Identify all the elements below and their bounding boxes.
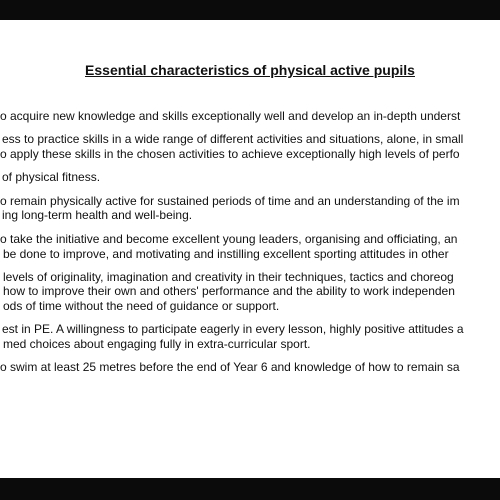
text-line: o acquire new knowledge and skills exceptionally well and develop an in-depth underst (0, 109, 461, 123)
text-line: ess to practice skills in a wide range of different activities and situations, alone, in small (2, 132, 464, 146)
text-line: be done to improve, and motivating and instilling excellent sporting attitudes in other (3, 247, 449, 261)
text-line: ing long-term health and well-being. (2, 208, 193, 222)
text-line: ods of time without the need of guidance or support. (3, 299, 280, 313)
top-black-border (0, 0, 500, 20)
text-line: o remain physically active for sustained periods of time and an understanding of the im (0, 194, 460, 208)
document-title: Essential characteristics of physical active pupils (85, 62, 415, 78)
text-line: o swim at least 25 metres before the end of Year 6 and knowledge of how to remain sa (0, 360, 460, 374)
text-line: o apply these skills in the chosen activities to achieve exceptionally high levels of perfo (0, 147, 460, 161)
text-line: med choices about engaging fully in extra-curricular sport. (3, 337, 311, 351)
text-line: how to improve their own and others' performance and the ability to work independen (3, 284, 455, 298)
document-page (0, 20, 500, 478)
bottom-black-border (0, 478, 500, 500)
characteristics-list (0, 20, 500, 478)
text-line: est in PE. A willingness to participate eagerly in every lesson, highly positive attitudes a (2, 322, 464, 336)
text-line: levels of originality, imagination and creativity in their techniques, tactics and choreog (3, 270, 454, 284)
text-line: o take the initiative and become excellent young leaders, organising and officiating, an (0, 232, 458, 246)
text-line: of physical fitness. (2, 170, 101, 184)
